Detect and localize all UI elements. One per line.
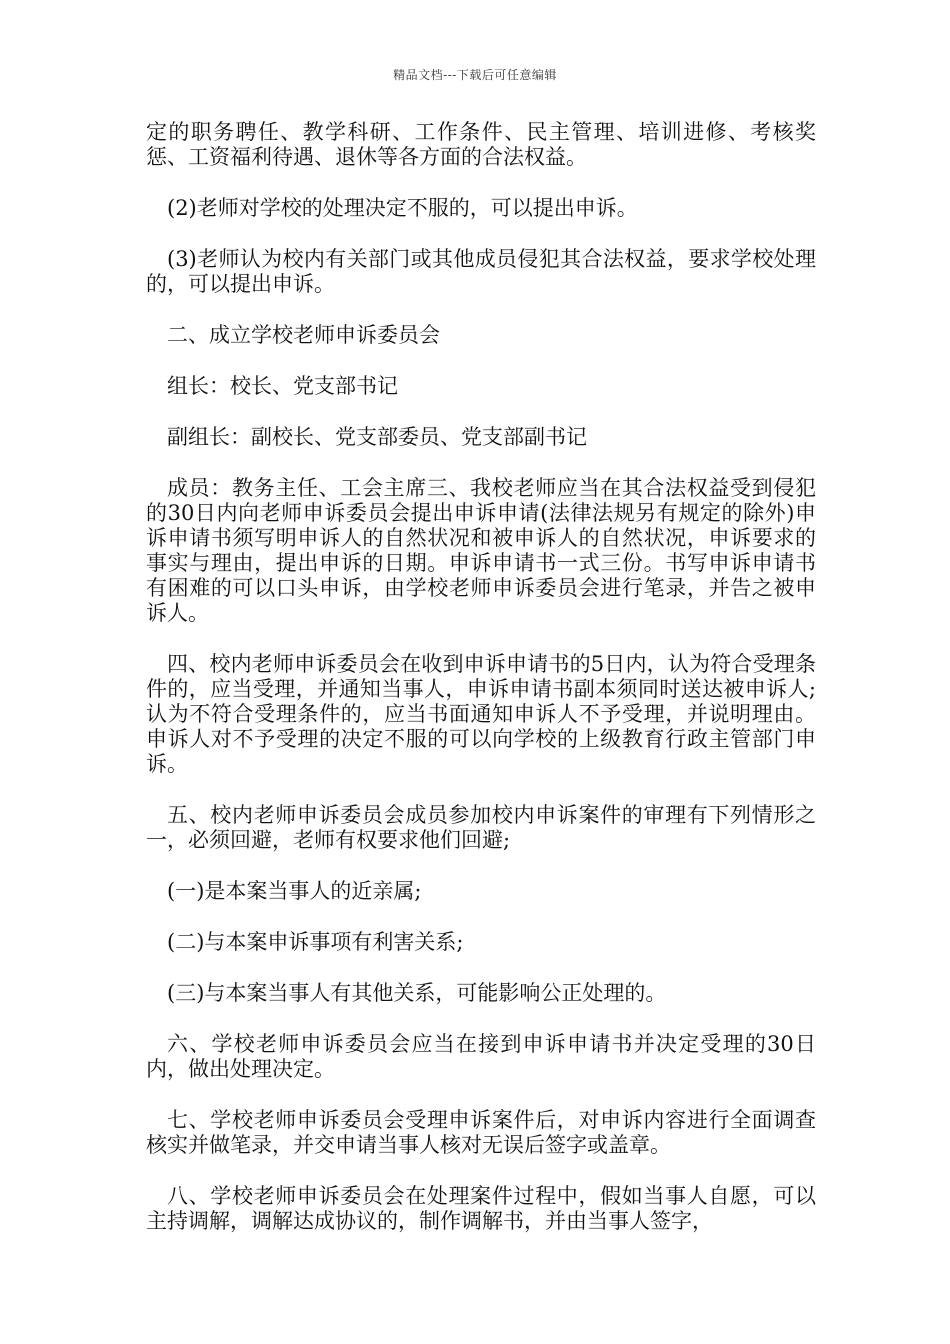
paragraph-group-leader: 组长：校长、党支部书记	[167, 374, 398, 398]
paragraph-members-section-3: 成员：教务主任、工会主席三、我校老师应当在其合法权益受到侵犯的30日内向老师申诉委员会提出申诉申请(法律法规另有规定的除外)申诉申请书须写明申诉人的自然状况和被申诉人的自然状况，申诉要求的事实与理由，提出申诉的日期。申诉申请书一式三份。书写申诉申请书有困难的可以口头申诉，由学校老师申诉委员会进行笔录，并告之被申诉人。	[146, 476, 816, 625]
paragraph-deputy-leader: 副组长：副校长、党支部委员、党支部副书记	[167, 425, 587, 449]
paragraph-section-7: 七、学校老师申诉委员会受理申诉案件后，对申诉内容进行全面调查核实并做笔录，并交申请当事人核对无误后签字或盖章。	[146, 1108, 816, 1157]
document-body	[146, 120, 816, 1260]
page-header: 精品文档---下载后可任意编辑	[393, 68, 557, 82]
paragraph-item-1: (一)是本案当事人的近亲属;	[167, 879, 422, 903]
paragraph-section-5: 五、校内老师申诉委员会成员参加校内申诉案件的审理有下列情形之一，必须回避，老师有权要求他们回避;	[146, 803, 816, 852]
paragraph-1: 定的职务聘任、教学科研、工作条件、民主管理、培训进修、考核奖惩、工资福利待遇、退休等各方面的合法权益。	[146, 120, 816, 169]
paragraph-section-6: 六、学校老师申诉委员会应当在接到申诉申请书并决定受理的30日内，做出处理决定。	[146, 1032, 816, 1081]
paragraph-section-8: 八、学校老师申诉委员会在处理案件过程中，假如当事人自愿，可以主持调解，调解达成协议的，制作调解书，并由当事人签字，	[146, 1184, 816, 1233]
paragraph-item-2: (二)与本案申诉事项有利害关系;	[167, 930, 464, 954]
paragraph-section-4: 四、校内老师申诉委员会在收到申诉申请书的5日内，认为符合受理条件的，应当受理，并通知当事人，申诉申请书副本须同时送达被申诉人;认为不符合受理条件的，应当书面通知申诉人不予受理，并说明理由。申诉人对不予受理的决定不服的可以向学校的上级教育行政主管部门申诉。	[146, 652, 816, 776]
paragraph-item-3: (三)与本案当事人有其他关系，可能影响公正处理的。	[167, 981, 667, 1005]
section-heading-2: 二、成立学校老师申诉委员会	[167, 323, 440, 347]
paragraph-3: (3)老师认为校内有关部门或其他成员侵犯其合法权益，要求学校处理的，可以提出申诉。	[146, 247, 816, 296]
paragraph-2: (2)老师对学校的处理决定不服的，可以提出申诉。	[167, 196, 638, 220]
